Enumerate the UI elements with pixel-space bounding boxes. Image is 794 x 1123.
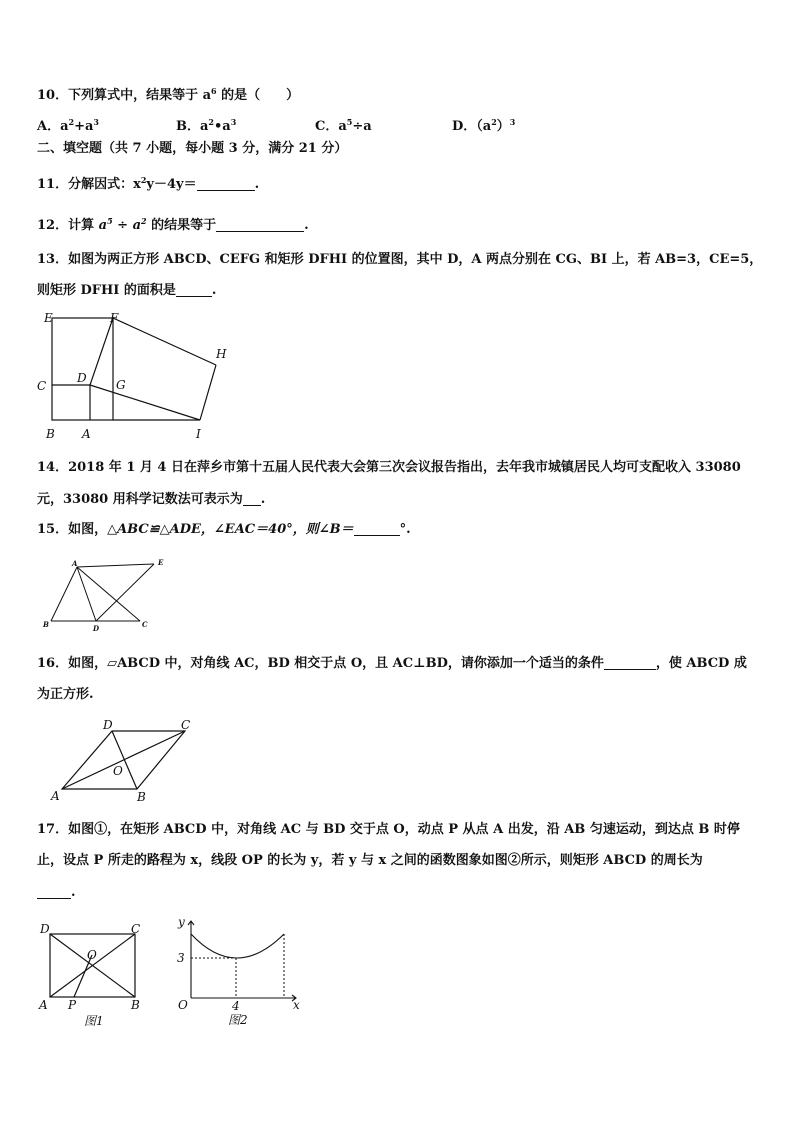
q14-line-2: 元，33080 用科学记数法可表示为 . <box>37 492 266 507</box>
q17-fig2-label-4: 4 <box>232 999 240 1013</box>
q13-label-g: G <box>116 378 126 392</box>
q13-label-f: F <box>110 311 119 325</box>
q16-diagonal-ac <box>62 731 185 789</box>
section-2-header: 二、填空题（共 7 小题，每小题 3 分，满分 21 分） <box>37 141 348 156</box>
q14-line-1: 14．2018 年 1 月 4 日在萍乡市第十五届人民代表大会第三次会议报告指出，去年我市城镇居民人均可支配收入 33080 <box>37 460 741 475</box>
q17-line-3: . <box>37 883 76 903</box>
q10-option-c[interactable]: C．$a^5\div a$ <box>315 117 372 134</box>
q14-answer-blank[interactable] <box>243 491 261 506</box>
q10-option-d[interactable]: D．$(a^2)^3$ <box>452 117 516 134</box>
q13-label-a: A <box>82 427 91 441</box>
q13-line-hi <box>200 365 216 420</box>
q15-line-de <box>96 564 154 621</box>
q16-label-d: D <box>103 718 113 732</box>
q13-line-1: 13．如图为两正方形 ABCD、CEFG 和矩形 DFHI 的位置图，其中 D，A 两点分别在 CG、BI 上，若 AB=3，CE=5， <box>37 252 763 267</box>
q13-line-di <box>90 385 200 420</box>
q15-line-ab <box>51 567 77 621</box>
q17-fig1-label-p: P <box>68 998 77 1012</box>
q17-fig1-label-o: O <box>87 948 97 962</box>
q13-label-c: C <box>37 379 47 393</box>
q17-fig1-caption: 图1 <box>84 1014 104 1028</box>
q15-label-e: E <box>158 558 164 567</box>
q15-label-d: D <box>93 624 100 633</box>
q15-answer-blank[interactable] <box>354 521 400 536</box>
q12-stem: 12．计算 $a^5 \div a^2$ 的结果等于 . <box>37 216 309 233</box>
q16-line-1: 16．如图，▱ABCD 中，对角线 AC，BD 相交于点 O，且 AC⊥BD，请你添加一个适当的条件 ，使 ABCD 成 <box>37 656 747 671</box>
q17-figure-1 <box>32 915 152 1030</box>
q15-line-ae <box>77 564 154 567</box>
q12-answer-blank[interactable] <box>216 217 304 232</box>
q13-label-b: B <box>46 427 55 441</box>
q13-label-i: I <box>196 427 201 441</box>
q13-label-d: D <box>77 371 87 385</box>
q17-fig2-caption: 图2 <box>228 1013 248 1027</box>
q16-label-c: C <box>181 718 191 732</box>
q13-line-2: 则矩形 DFHI 的面积是 . <box>37 283 217 298</box>
q16-label-b: B <box>137 790 146 804</box>
q16-answer-blank[interactable] <box>604 655 656 670</box>
q16-line-2: 为正方形. <box>37 687 94 702</box>
q11-stem: 11．分解因式：$x^2y-4y=$ . <box>37 175 260 192</box>
q17-fig2-label-o: O <box>178 998 188 1012</box>
q17-figure-2 <box>172 912 304 1030</box>
q15-label-b: B <box>43 620 49 629</box>
q10-option-b[interactable]: B．$a^2•a^3$ <box>176 117 237 134</box>
q16-label-o: O <box>113 764 123 778</box>
q17-fig1-label-b: B <box>131 998 140 1012</box>
q10-stem: 10．下列算式中，结果等于 $a^6$ 的是（ ） <box>37 86 300 103</box>
q13-line-df <box>90 318 113 385</box>
q13-label-e: E <box>44 311 53 325</box>
q17-fig2-curve <box>191 934 284 958</box>
q17-fig2-label-y: y <box>178 915 185 929</box>
q17-fig1-label-c: C <box>131 922 141 936</box>
q13-label-h: H <box>216 347 227 361</box>
q17-line-2: 止，设点 P 所走的路程为 x，线段 OP 的长为 y，若 y 与 x 之间的函数图象如图②所示，则矩形 ABCD 的周长为 <box>37 853 703 868</box>
q17-fig2-label-3: 3 <box>177 951 185 965</box>
q15-label-a: A <box>72 559 78 568</box>
q16-diagonal-bd <box>112 731 137 789</box>
q13-outer-left-rect <box>52 318 113 420</box>
q15-figure <box>36 555 176 635</box>
q17-line-1: 17．如图①，在矩形 ABCD 中，对角线 AC 与 BD 交于点 O，动点 P 从点 A 出发，沿 AB 匀速运动，到达点 B 时停 <box>37 822 740 837</box>
q17-answer-blank[interactable] <box>37 884 71 899</box>
q17-fig1-label-d: D <box>40 922 50 936</box>
q13-answer-blank[interactable] <box>176 282 212 297</box>
q16-label-a: A <box>51 789 60 803</box>
q10-option-a[interactable]: A．$a^2+a^3$ <box>37 117 99 134</box>
q16-figure <box>44 715 204 807</box>
q13-line-fh <box>113 318 216 365</box>
q17-fig1-label-a: A <box>39 998 48 1012</box>
q17-fig2-label-x: x <box>293 998 300 1012</box>
q11-answer-blank[interactable] <box>197 176 255 191</box>
q15-stem: 15．如图，△ABC≌△ADE，∠EAC＝40°，则∠B＝ °. <box>37 522 411 537</box>
q13-figure <box>30 305 240 445</box>
q15-label-c: C <box>142 620 148 629</box>
